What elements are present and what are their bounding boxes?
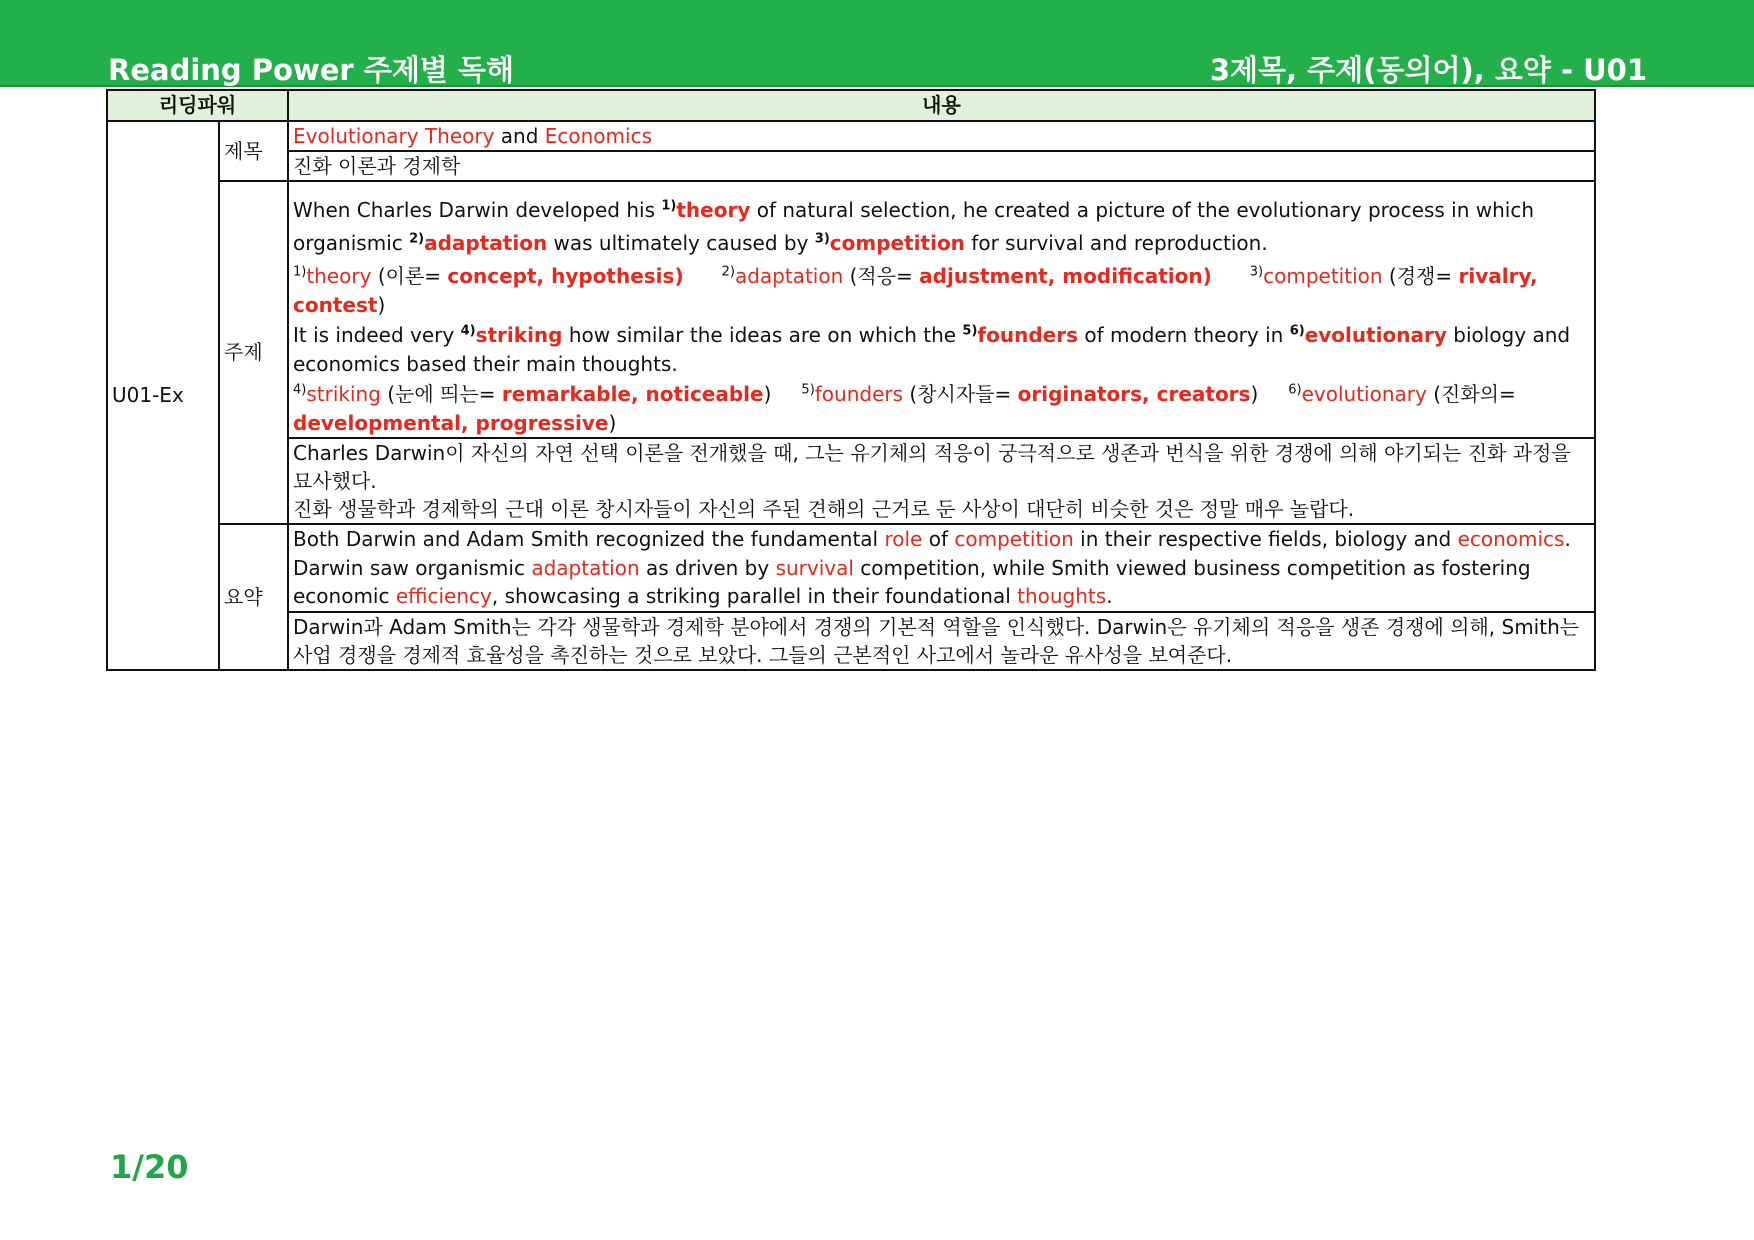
summary-key-adaptation: adaptation (531, 555, 640, 580)
summary-text-3: in their respective fields, biology and (1073, 527, 1458, 551)
col-header-content: 내용 (288, 90, 1595, 121)
vocab-close-6: ) (608, 410, 617, 435)
vocab-close-3: ) (377, 292, 386, 317)
topic-p2-text-3: of modern theory in (1078, 323, 1290, 347)
vocab-meaning-4: (눈에 띄는= (380, 382, 502, 406)
header-title: Reading Power 주제별 독해 (108, 53, 514, 87)
vocab-word-3: competition (1263, 264, 1383, 288)
vocab-word-4: striking (306, 382, 381, 406)
section-label-title: 제목 (219, 121, 288, 182)
topic-p1-text-1: When Charles Darwin developed his (293, 198, 662, 222)
footnote-5: 5) (962, 323, 978, 339)
vocab-num-1: 1) (293, 264, 307, 280)
summary-text-5: as driven by (639, 555, 776, 580)
topic-p2-text-4: biology and economics based their main thoughts. (293, 323, 1571, 376)
topic-p1-text-4: for survival and reproduction. (964, 231, 1268, 255)
footnote-6: 6) (1289, 323, 1305, 339)
header-bar (0, 0, 1754, 87)
topic-paragraph-1 (293, 194, 1590, 260)
summary-key-role: role (884, 527, 923, 551)
content-table (106, 89, 1596, 671)
keyword-theory: theory (676, 198, 751, 222)
topic-p2-text-2: how similar the ideas are on which the (562, 323, 963, 347)
title-word-1: Evolutionary Theory (293, 123, 495, 148)
vocab-list-2 (293, 380, 1590, 437)
title-english (288, 121, 1595, 152)
vocab-word-6: evolutionary (1301, 382, 1427, 406)
vocab-num-4: 4) (293, 382, 307, 398)
vocab-num-2: 2) (721, 264, 735, 280)
vocab-word-2: adaptation (734, 264, 844, 288)
vocab-num-6: 6) (1288, 382, 1302, 398)
header-subtitle: 3제목, 주제(동의어), 요약 - U01 (1209, 53, 1647, 87)
col-header-readingpower: 리딩파워 (107, 90, 288, 121)
footnote-2: 2) (409, 231, 425, 247)
page-number: 1/20 (110, 1148, 189, 1186)
summary-text-2: of (922, 527, 955, 551)
vocab-close-5: ) (1250, 382, 1259, 406)
topic-english (288, 181, 1595, 438)
vocab-synonyms-5: originators, creators (1017, 382, 1251, 406)
keyword-founders: founders (977, 323, 1078, 347)
vocab-synonyms-6: developmental, progressive (293, 410, 609, 435)
vocab-synonyms-2: adjustment, modification) (919, 264, 1212, 288)
section-label-summary: 요약 (219, 524, 288, 670)
summary-text-8: . (1106, 584, 1113, 608)
topic-p2-text-1: It is indeed very (293, 323, 461, 347)
vocab-num-5: 5) (801, 382, 815, 398)
topic-paragraph-2 (293, 321, 1590, 378)
title-word-2: and (494, 123, 545, 148)
summary-english (288, 524, 1595, 612)
summary-key-efficiency: efficiency (395, 584, 492, 608)
summary-korean: Darwin과 Adam Smith는 각각 생물학과 경제학 분야에서 경쟁의 기본적 역할을 인식했다. Darwin은 유기체의 적응을 생존 경쟁에 의해, Smith는 사업 경쟁을 경제적 효율성을 촉진하는 것으로 보았다. 그들의 근본적인 사고에서 놀라운 유사성을 보여준다. (288, 612, 1595, 670)
vocab-synonyms-3: rivalry, contest (293, 264, 1538, 317)
unit-label: U01-Ex (107, 121, 219, 670)
topic-korean-2: 진화 생물학과 경제학의 근대 이론 창시자들이 자신의 주된 견해의 근거로 둔 사상이 대단히 비슷한 것은 정말 매우 놀랍다. (293, 497, 1355, 521)
summary-key-economics: economics (1457, 527, 1565, 551)
vocab-meaning-2: (적응= (843, 264, 920, 288)
footnote-3: 3) (814, 231, 830, 247)
keyword-competition: competition (829, 231, 965, 255)
keyword-evolutionary: evolutionary (1304, 323, 1447, 347)
vocab-close-4: ) (763, 382, 772, 406)
keyword-striking: striking (475, 323, 563, 347)
summary-text-4: . Darwin saw organismic (293, 527, 1571, 580)
vocab-word-5: founders (814, 382, 904, 406)
topic-korean-1: Charles Darwin이 자신의 자연 선택 이론을 전개했을 때, 그는 유기체의 적응이 궁극적으로 생존과 번식을 위한 경쟁에 의해 야기되는 진화 과정을 묘사했다. (293, 441, 1571, 493)
summary-text-7: , showcasing a striking parallel in their foundational (491, 584, 1018, 608)
topic-p1-text-3: was ultimately caused by (547, 231, 815, 255)
summary-key-survival: survival (775, 555, 854, 580)
summary-key-thoughts: thoughts (1017, 584, 1107, 608)
vocab-list-1 (293, 262, 1590, 319)
vocab-num-3: 3) (1249, 264, 1264, 280)
vocab-meaning-1: (이론= (371, 264, 448, 288)
vocab-word-1: theory (306, 264, 372, 288)
keyword-adaptation: adaptation (424, 231, 548, 255)
topic-p1-text-2: of natural selection, he created a picture of the evolutionary process in which organismic (293, 198, 1535, 255)
summary-key-competition: competition (954, 527, 1074, 551)
footnote-1: 1) (661, 198, 677, 214)
vocab-synonyms-1: concept, hypothesis) (447, 264, 684, 288)
summary-text-1: Both Darwin and Adam Smith recognized the fundamental (293, 527, 885, 551)
footnote-4: 4) (460, 323, 476, 339)
summary-text-6: competition, while Smith viewed business competition as fostering economic (293, 555, 1531, 608)
title-korean: 진화 이론과 경제학 (288, 151, 1595, 181)
topic-korean (288, 438, 1595, 524)
title-word-3: Economics (544, 123, 653, 148)
section-label-topic: 주제 (219, 181, 288, 524)
vocab-meaning-3: (경쟁= (1382, 264, 1459, 288)
vocab-synonyms-4: remarkable, noticeable (501, 382, 764, 406)
vocab-meaning-5: (창시자들= (903, 382, 1018, 406)
vocab-meaning-6: (진화의= (1426, 382, 1516, 406)
